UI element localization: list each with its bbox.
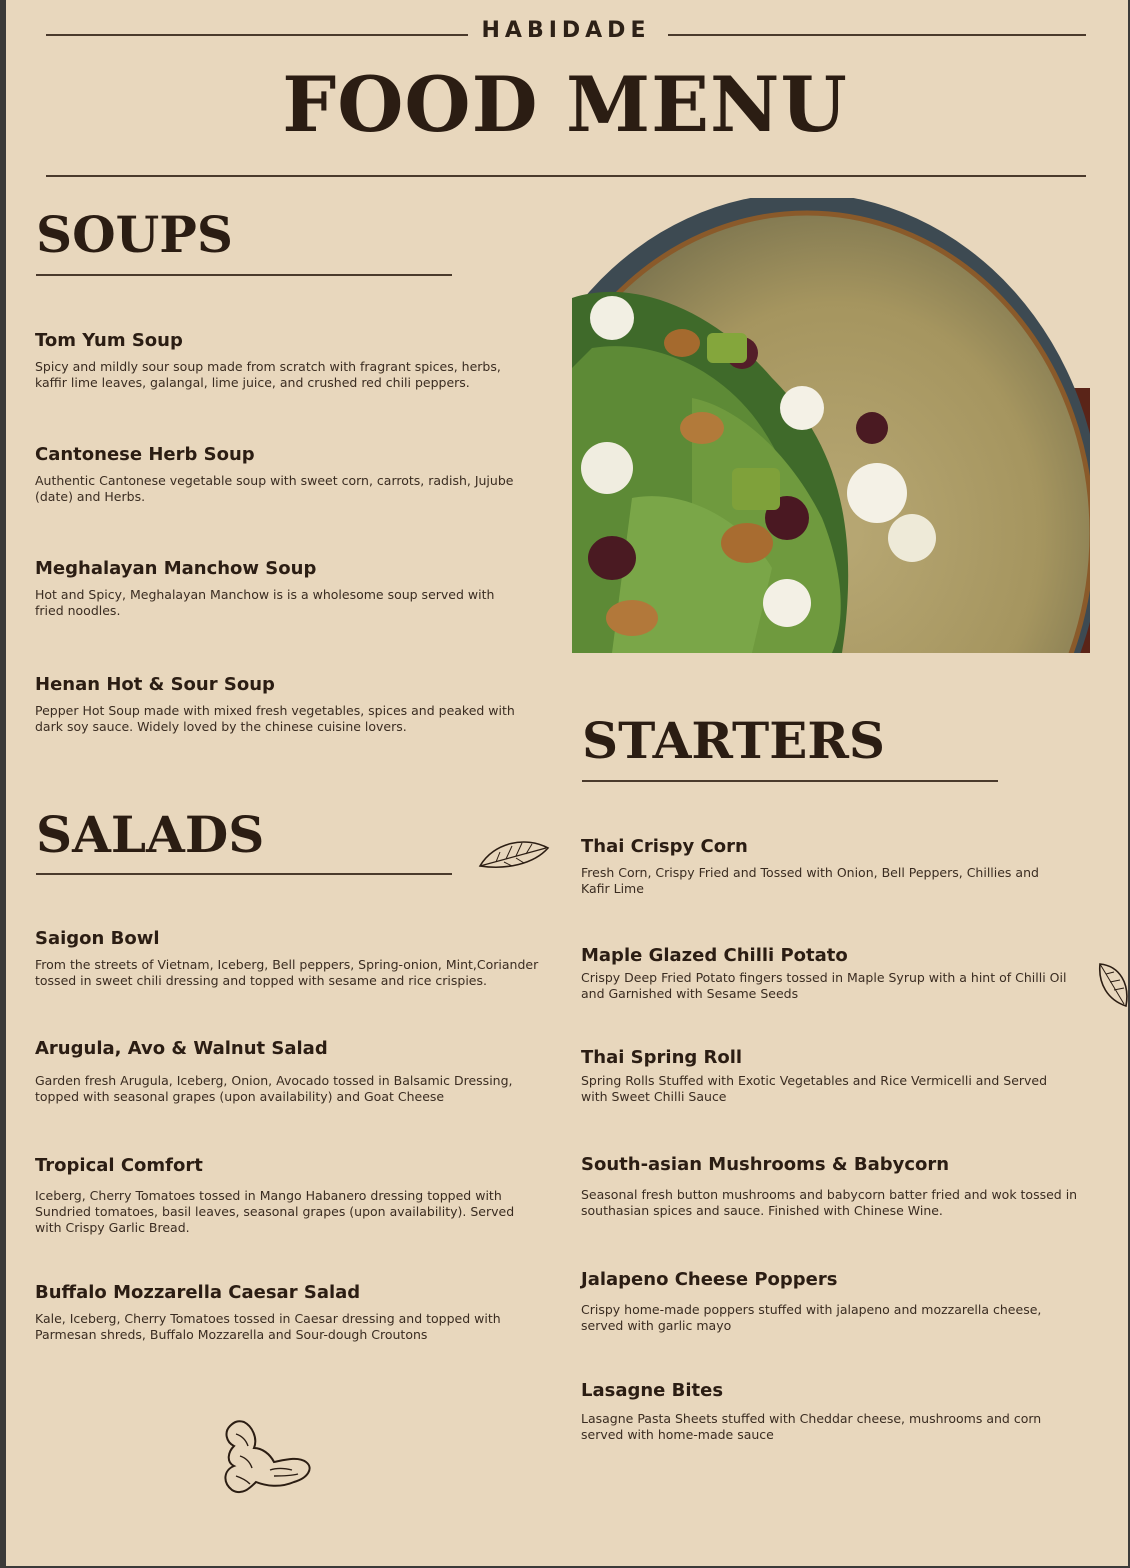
item-description: Seasonal fresh button mushrooms and babycorn batter fried and wok tossed in southasian spices and sauce. Finished with Chinese Wine. <box>581 1187 1078 1218</box>
soup-item <box>35 558 525 619</box>
salad-photo <box>572 198 1090 653</box>
item-name: Lasagne Bites <box>581 1380 724 1401</box>
item-name: Tropical Comfort <box>35 1155 203 1176</box>
menu-page <box>6 0 1128 1566</box>
soup-item <box>35 330 535 391</box>
item-name: Henan Hot & Sour Soup <box>35 674 275 695</box>
starters-heading: STARTERS <box>582 711 886 770</box>
starters-rule <box>582 780 998 782</box>
item-description: Spring Rolls Stuffed with Exotic Vegetables and Rice Vermicelli and Served with Sweet Chilli Sauce <box>581 1073 1048 1104</box>
soup-item <box>35 444 515 505</box>
salads-rule <box>36 873 452 875</box>
item-description: Spicy and mildly sour soup made from scratch with fragrant spices, herbs, kaffir lime leaves, galangal, lime juice, and crushed red chili peppers. <box>35 359 501 390</box>
item-name: Thai Crispy Corn <box>581 836 748 857</box>
starter-item <box>581 1047 1071 1105</box>
item-description: Iceberg, Cherry Tomatoes tossed in Mango Habanero dressing topped with Sundried tomatoes, basil leaves, seasonal grapes (upon availability). Served with Crispy Garlic Bread. <box>35 1188 515 1235</box>
item-name: Saigon Bowl <box>35 928 160 949</box>
starter-item <box>581 836 1071 897</box>
item-name: Arugula, Avo & Walnut Salad <box>35 1038 328 1059</box>
starter-item <box>581 1269 1071 1334</box>
page-title: FOOD MENU <box>282 60 848 149</box>
leaf-icon <box>476 834 552 870</box>
starter-item <box>581 1380 1071 1443</box>
salad-item <box>35 1038 540 1105</box>
item-description: Authentic Cantonese vegetable soup with sweet corn, carrots, radish, Jujube (date) and Herbs. <box>35 473 514 504</box>
item-name: South-asian Mushrooms & Babycorn <box>581 1154 950 1175</box>
item-description: Garden fresh Arugula, Iceberg, Onion, Avocado tossed in Balsamic Dressing, topped with seasonal grapes (upon availability) and Goat Cheese <box>35 1073 513 1104</box>
item-name: Buffalo Mozzarella Caesar Salad <box>35 1282 361 1303</box>
leaf-icon <box>1096 960 1128 1010</box>
item-name: Thai Spring Roll <box>581 1047 743 1068</box>
salad-item <box>35 1282 515 1343</box>
item-description: Kale, Iceberg, Cherry Tomatoes tossed in Caesar dressing and topped with Parmesan shreds, Buffalo Mozzarella and Sour-dough Croutons <box>35 1311 501 1342</box>
item-description: Hot and Spicy, Meghalayan Manchow is is a wholesome soup served with fried noodles. <box>35 587 495 618</box>
brand-row <box>46 18 1086 50</box>
soup-item <box>35 674 525 735</box>
item-description: Fresh Corn, Crispy Fried and Tossed with Onion, Bell Peppers, Chillies and Kafir Lime <box>581 865 1039 896</box>
item-description: Pepper Hot Soup made with mixed fresh vegetables, spices and peaked with dark soy sauce. Widely loved by the chinese cuisine lovers. <box>35 703 515 734</box>
soups-heading: SOUPS <box>36 205 233 264</box>
brand-name <box>46 18 1086 43</box>
title-rule <box>46 175 1086 177</box>
item-description: Crispy home-made poppers stuffed with jalapeno and mozzarella cheese, served with garlic mayo <box>581 1302 1042 1333</box>
item-name: Tom Yum Soup <box>35 330 183 351</box>
item-description: From the streets of Vietnam, Iceberg, Bell peppers, Spring-onion, Mint,Coriander tossed in sweet chili dressing and topped with sesame and rice crispies. <box>35 957 539 988</box>
item-name: Cantonese Herb Soup <box>35 444 255 465</box>
ginger-root-icon <box>214 1418 314 1496</box>
starter-item <box>581 945 1071 1002</box>
brand-text: HABIDADE <box>468 18 665 43</box>
item-description: Lasagne Pasta Sheets stuffed with Cheddar cheese, mushrooms and corn served with home-made sauce <box>581 1411 1042 1442</box>
item-name: Maple Glazed Chilli Potato <box>581 945 848 966</box>
salads-heading: SALADS <box>36 805 265 864</box>
starter-item <box>581 1154 1081 1219</box>
item-name: Jalapeno Cheese Poppers <box>581 1269 838 1290</box>
soups-rule <box>36 274 452 276</box>
salad-item <box>35 1155 535 1236</box>
salad-item <box>35 928 565 989</box>
item-name: Meghalayan Manchow Soup <box>35 558 317 579</box>
item-description: Crispy Deep Fried Potato fingers tossed in Maple Syrup with a hint of Chilli Oil and Garnished with Sesame Seeds <box>581 970 1067 1001</box>
